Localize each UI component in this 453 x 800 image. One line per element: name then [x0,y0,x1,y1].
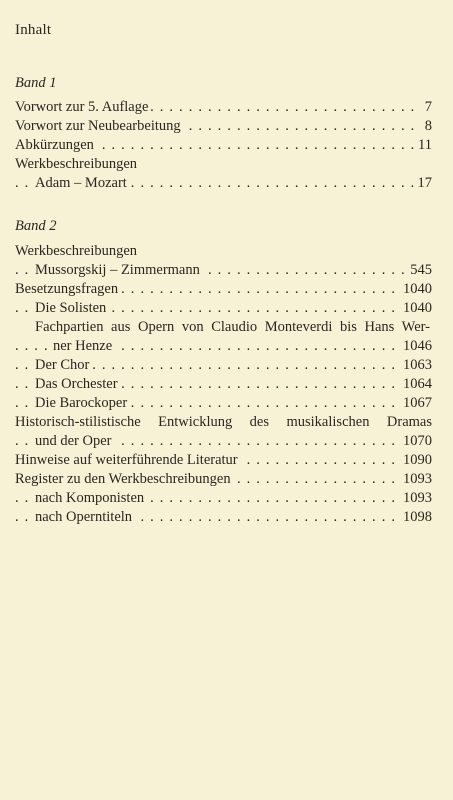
toc-entry: Vorwort zur 5. Auflage 7 . . . [15,98,432,117]
toc-subentry: nach Operntiteln 1098 . . . [15,508,432,527]
band-2-title: Band 2 [15,218,57,234]
toc-subentry: Die Barockoper 1067 . . . [15,394,432,413]
page-number: 1063 [399,356,432,375]
page-number: 1067 [399,394,432,413]
page-number: 17 [414,174,433,193]
toc-subentry: nach Komponisten 1093 . . . [15,489,432,508]
page-number: 1090 [399,451,432,470]
toc-entry: Register zu den Werkbeschreibungen 1093 . . . [15,470,432,489]
toc-subentry: Der Chor 1063 . . . [15,356,432,375]
page-number: 545 [406,261,432,280]
toc-entry: Historisch-stilistische Entwicklung des musikalischen Dramas [15,414,432,430]
toc-entry: Hinweise auf weiterführende Literatur 1090 . . . [15,451,432,470]
page-number: 1046 [399,337,432,356]
toc-subentry: Die Solisten 1040 . . . [15,299,432,318]
page-number: 7 [421,98,432,117]
toc-entry: Werkbeschreibungen [15,155,432,174]
toc-subentry: Fachpartien aus Opern von Claudio Monteverdi bis Hans Wer- [35,319,430,335]
toc-entry: Vorwort zur Neubearbeitung 8 . . . [15,117,432,136]
band-1-list [15,98,432,193]
toc-entry: Besetzungsfragen 1040 . . . [15,280,432,299]
toc-entry: Abkürzungen 11 . . . [15,136,432,155]
toc-subentry: Das Orchester 1064 . . . [15,375,432,394]
page-number: 1098 [399,508,432,527]
page-number: 1064 [399,375,432,394]
toc-entry-continued: und der Oper 1070 . . . [15,432,432,451]
page-number: 1093 [399,489,432,508]
page-number: 1040 [399,299,432,318]
page-number: 11 [414,136,432,155]
page-number: 8 [421,117,432,136]
toc-entry: Werkbeschreibungen [15,242,432,261]
page-number: 1070 [399,432,432,451]
page-number: 1040 [399,280,432,299]
band-1-title: Band 1 [15,75,57,91]
toc-subentry-continued: ner Henze 1046 . . . [15,337,432,356]
toc-subentry: Mussorgskij – Zimmermann 545 . . . [15,261,432,280]
toc-subentry: Adam – Mozart 17 . . . [15,174,432,193]
page-number: 1093 [399,470,432,489]
band-2-list [15,242,432,527]
page-heading: Inhalt [15,22,52,38]
